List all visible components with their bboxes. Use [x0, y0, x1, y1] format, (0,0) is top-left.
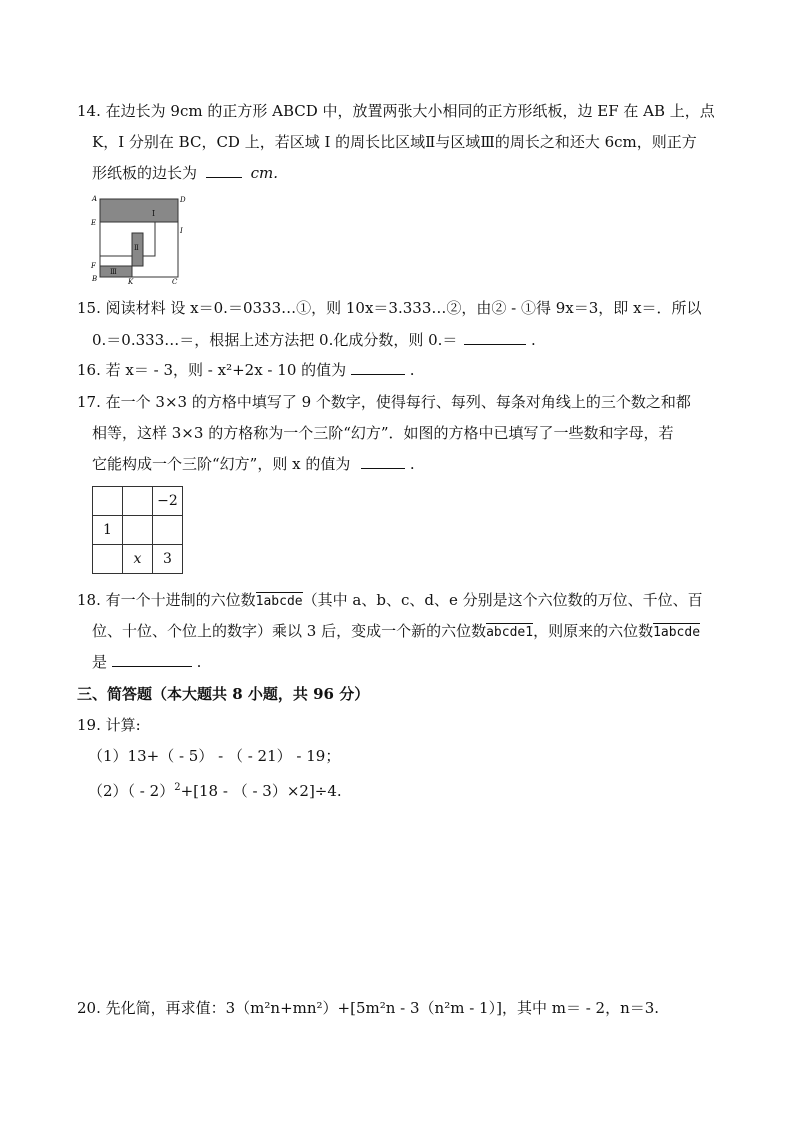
- label-d: D: [180, 196, 186, 204]
- q15-text-1: 阅读材料 设 x＝0.＝0333…①，则 10x＝3.333…②，由② - ①得 9x＝3，即 x＝．所以: [105, 299, 702, 317]
- q15-text-2: 0.＝0.333…＝，根据上述方法把 0.化成分数，则 0.＝: [92, 331, 458, 349]
- grid-row: [93, 545, 183, 574]
- q18-overline-number-3: 1abcde: [653, 625, 701, 640]
- region-i-label: Ⅰ: [152, 209, 156, 218]
- grid-cell: x: [123, 545, 153, 574]
- q17-line1: [77, 392, 691, 412]
- q17-end: .: [409, 455, 415, 473]
- q17-line3: [92, 454, 415, 474]
- q17-text-3: 它能构成一个三阶“幻方”，则 x 的值为: [92, 455, 351, 473]
- q19-part1: （1）13+（ - 5） - （ - 21） - 19；: [88, 747, 341, 765]
- q20-line: [77, 998, 659, 1018]
- q18-line1: [77, 590, 703, 612]
- q17-line2: 相等，这样 3×3 的方格称为一个三阶“幻方”．如图的方格中已填写了一些数和字母，若: [92, 424, 674, 442]
- q19-title: 计算:: [105, 716, 141, 734]
- grid-cell: [93, 545, 123, 574]
- q19-part2: [88, 778, 342, 801]
- paper-square-1: [100, 222, 155, 256]
- region-i: [100, 199, 178, 222]
- q15-number: 15.: [77, 299, 101, 317]
- q18-end: .: [196, 653, 202, 671]
- q16-text: 若 x＝ - 3，则 - x²+2x - 10 的值为: [105, 361, 347, 379]
- q14-line1: [77, 101, 715, 121]
- q20-text: 先化简，再求值：3（m²n+mn²）+[5m²n - 3（n²m - 1）]，其中 m＝ - 2，n＝3.: [105, 999, 660, 1017]
- region-iii-label: Ⅲ: [110, 268, 117, 276]
- q17-answer-blank[interactable]: [361, 454, 405, 469]
- q14-unit: cm.: [250, 164, 278, 182]
- q14-text-3: 形纸板的边长为: [92, 164, 198, 182]
- grid-cell: [153, 516, 183, 545]
- q18-line3: [92, 652, 201, 672]
- q14-line3: [92, 163, 278, 183]
- grid-row: [93, 487, 183, 516]
- grid-row: [93, 516, 183, 545]
- q18-line2: [92, 621, 700, 643]
- grid-cell: −2: [153, 487, 183, 516]
- q17-text-1: 在一个 3×3 的方格中填写了 9 个数字，使得每行、每列、每条对角线上的三个数之和都: [105, 393, 691, 411]
- q18-overline-number-1: 1abcde: [255, 594, 303, 609]
- label-b: B: [92, 275, 98, 283]
- q16-number: 16.: [77, 361, 101, 379]
- q14-answer-blank[interactable]: [206, 163, 242, 178]
- q15-line2: [92, 330, 536, 350]
- q19-part2-a: （2）（ - 2）: [88, 782, 175, 800]
- label-f: F: [91, 262, 96, 270]
- q16-answer-blank[interactable]: [351, 360, 405, 375]
- q14-text-1: 在边长为 9cm 的正方形 ABCD 中，放置两张大小相同的正方形纸板，边 EF 在 AB 上，点: [105, 102, 715, 120]
- label-c: C: [172, 278, 178, 285]
- q18-text-1a: 有一个十进制的六位数: [105, 591, 256, 609]
- q19-exponent: 2: [174, 782, 181, 793]
- label-k: K: [128, 278, 134, 285]
- q19-part2-b: +[18 - （ - 3）×2]÷4.: [180, 782, 342, 800]
- region-ii-label: Ⅱ: [134, 244, 139, 252]
- grid-cell: [123, 487, 153, 516]
- q16-line: [77, 360, 414, 380]
- label-i: I: [180, 227, 183, 235]
- q19-title-line: [77, 715, 141, 735]
- q18-answer-blank[interactable]: [112, 652, 192, 667]
- q14-square-figure: [88, 193, 198, 285]
- grid-cell: 3: [153, 545, 183, 574]
- q18-text-3: 是: [92, 653, 108, 671]
- grid-cell: [123, 516, 153, 545]
- q18-text-2b: ，则原来的六位数: [533, 622, 654, 640]
- q15-end: .: [530, 331, 536, 349]
- magic-square-grid: [92, 486, 183, 574]
- q15-line1: [77, 298, 702, 318]
- q19-number: 19.: [77, 716, 101, 734]
- q20-number: 20.: [77, 999, 101, 1017]
- q18-text-2a: 位、十位、个位上的数字）乘以 3 后，变成一个新的六位数: [92, 622, 487, 640]
- q14-number: 14.: [77, 102, 101, 120]
- q18-overline-number-2: abcde1: [486, 625, 534, 640]
- q15-answer-blank[interactable]: [464, 330, 526, 345]
- label-e: E: [91, 219, 97, 227]
- section-heading: 三、简答题（本大题共 8 小题，共 96 分）: [77, 685, 370, 703]
- q18-number: 18.: [77, 591, 101, 609]
- grid-cell: [93, 487, 123, 516]
- q16-end: .: [409, 361, 415, 379]
- q18-text-1b: （其中 a、b、c、d、e 分别是这个六位数的万位、千位、百: [302, 591, 703, 609]
- label-a: A: [92, 195, 98, 203]
- q14-line2: K，I 分别在 BC，CD 上，若区域 I 的周长比区域Ⅱ与区域Ⅲ的周长之和还大 6cm，则正方: [92, 133, 697, 151]
- q17-number: 17.: [77, 393, 101, 411]
- grid-cell: 1: [93, 516, 123, 545]
